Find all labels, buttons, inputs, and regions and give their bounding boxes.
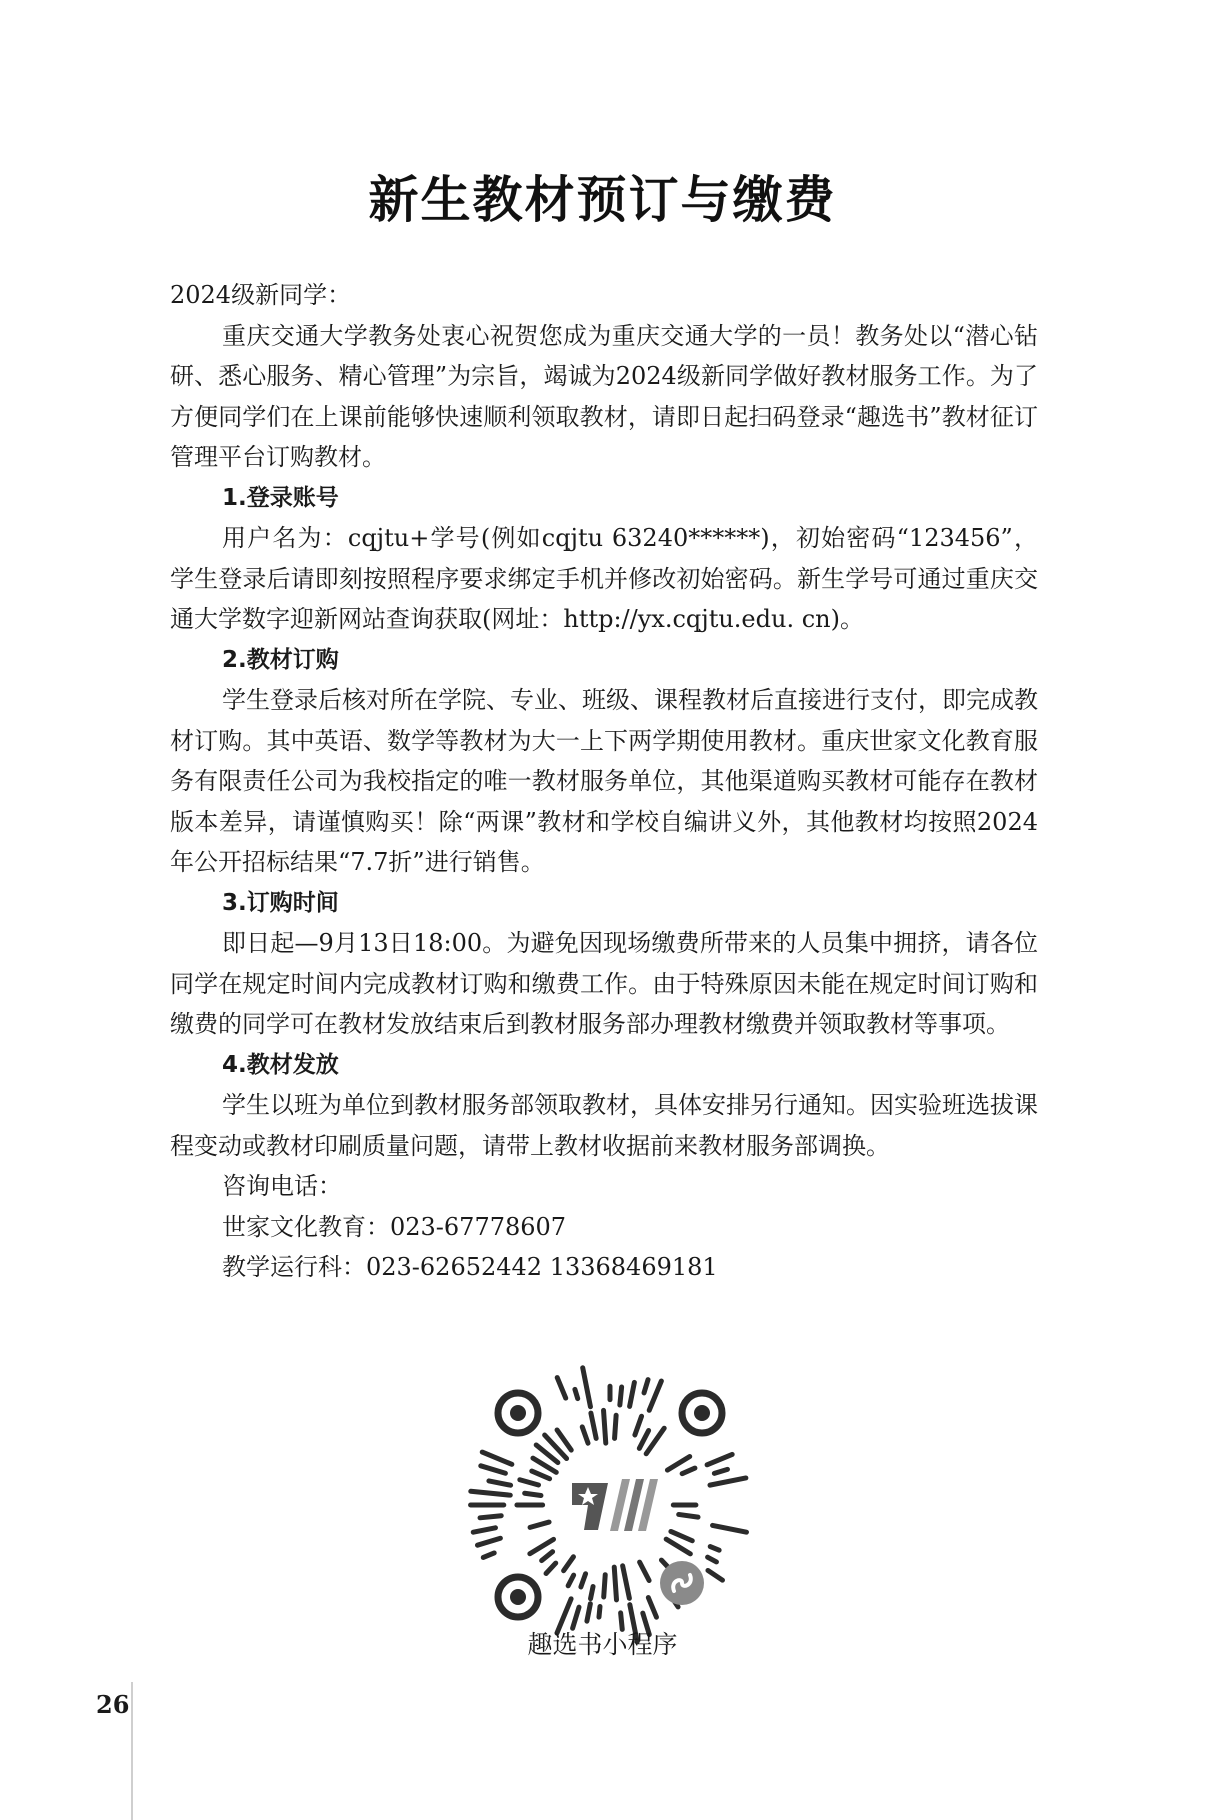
mini-program-code[interactable]: [460, 1355, 760, 1655]
page-title: 新生教材预订与缴费: [368, 171, 837, 229]
notice-body: [170, 275, 1038, 1288]
qr-caption: 趣选书小程序: [527, 1630, 678, 1659]
contact-line-shijia: 世家文化教育：023-67778607: [222, 1212, 567, 1241]
section-heading-order: 2.教材订购: [222, 646, 339, 673]
mini-program-code-icon[interactable]: [460, 1355, 760, 1655]
greeting: 2024级新同学：: [170, 281, 352, 309]
section-text-login: 用户名为：cqjtu+学号(例如cqjtu 63240******)，初始密码“123456”，学生登录后请即刻按照程序要求绑定手机并修改初始密码。新生学号可通过重庆交通大学数字迎新网站查询获取(网址：http://yx.cqjtu.edu. cn)。: [170, 524, 1038, 633]
section-text-order: 学生登录后核对所在学院、专业、班级、课程教材后直接进行支付，即完成教材订购。其中英语、数学等教材为大一上下两学期使用教材。重庆世家文化教育服务有限责任公司为我校指定的唯一教材服务单位，其他渠道购买教材可能存在教材版本差异，请谨慎购买！除“两课”教材和学校自编讲义外，其他教材均按照2024年公开招标结果“7.7折”进行销售。: [170, 686, 1038, 876]
contact-label: 咨询电话：: [222, 1172, 342, 1200]
page-number: 26: [96, 1690, 130, 1719]
section-heading-time: 3.订购时间: [222, 889, 339, 916]
section-text-distribution: 学生以班为单位到教材服务部领取教材，具体安排另行通知。因实验班选拔课程变动或教材印刷质量问题，请带上教材收据前来教材服务部调换。: [170, 1091, 1038, 1160]
intro-paragraph: 重庆交通大学教务处衷心祝贺您成为重庆交通大学的一员！教务处以“潜心钻研、悉心服务、精心管理”为宗旨，竭诚为2024级新同学做好教材服务工作。为了方便同学们在上课前能够快速顺利领取教材，请即日起扫码登录“趣选书”教材征订管理平台订购教材。: [170, 321, 1038, 471]
section-heading-distribution: 4.教材发放: [222, 1051, 339, 1078]
margin-rule: [131, 1682, 133, 1820]
section-heading-login: 1.登录账号: [222, 484, 339, 511]
section-text-time: 即日起—9月13日18:00。为避免因现场缴费所带来的人员集中拥挤，请各位同学在规定时间内完成教材订购和缴费工作。由于特殊原因未能在规定时间订购和缴费的同学可在教材发放结束后到教材服务部办理教材缴费并领取教材等事项。: [170, 929, 1038, 1038]
contact-line-office: 教学运行科：023-62652442 13368469181: [222, 1253, 718, 1281]
